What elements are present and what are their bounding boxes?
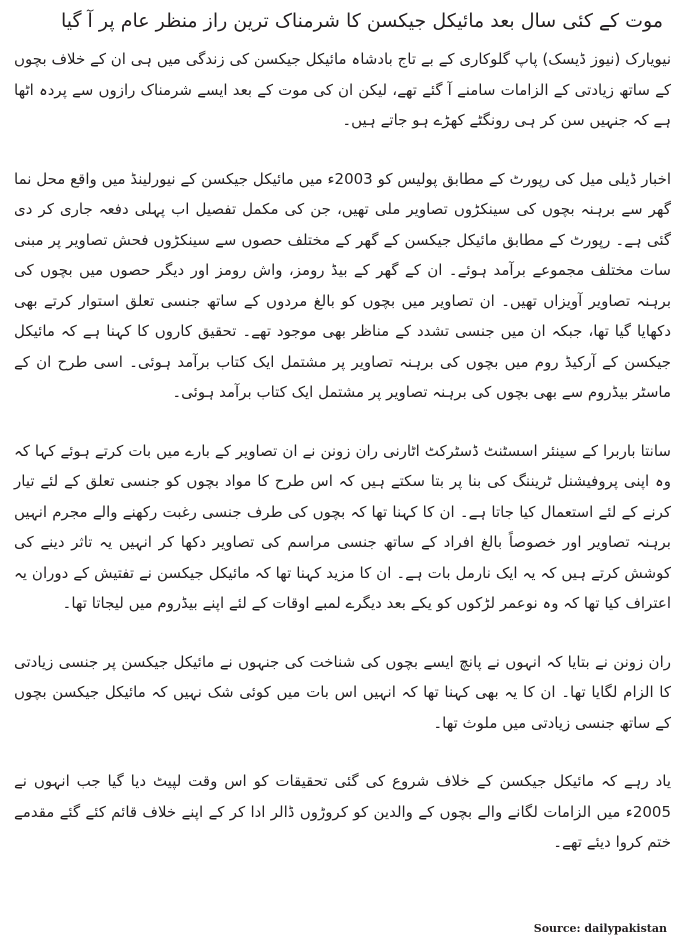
article-paragraph-5: یاد رہے کہ مائیکل جیکسن کے خلاف شروع کی گئی تحقیقات کو اس وقت لپیٹ دیا گیا جب انہوں نے 2005ء میں الزامات لگانے والے بچوں کے والدین کو کروڑوں ڈالر ادا کر کے اپنے خلاف قائم کئے گئے مقدمے ختم کروا دیئے تھے۔ [14, 772, 671, 851]
article-headline: موت کے کئی سال بعد مائیکل جیکسن کا شرمناک ترین راز منظر عام پر آ گیا [60, 10, 663, 32]
article-paragraph-2: اخبار ڈیلی میل کی رپورٹ کے مطابق پولیس کو 2003ء میں مائیکل جیکسن کے نیورلینڈ میں واقع محل نما گھر سے برہنہ بچوں کی سینکڑوں تصاویر ملی تھیں، جن کی مکمل تفصیل اب پہلی دفعہ جاری کر دی گئی ہے۔ رپورٹ کے مطابق مائیکل جیکسن کے گھر کے مختلف حصوں سے سینکڑوں فحش تصاویر پر مبنی سات مختلف مجموعے برآمد ہوئے۔ ان کے گھر کے بیڈ رومز، واش رومز اور دیگر حصوں میں بچوں کی برہنہ تصاویر آویزاں تھیں۔ ان تصاویر میں بچوں کو بالغ مردوں کے ساتھ جنسی تعلق استوار کرتے بھی دکھایا گیا تھا، جبکہ ان میں جنسی تشدد کے مناظر بھی موجود تھے۔ تحقیق کاروں کا کہنا ہے کہ مائیکل جیکسن کے آرکیڈ روم میں بچوں کی برہنہ تصاویر پر مشتمل ایک کتاب برآمد ہوئی۔ اسی طرح ان کے ماسٹر بیڈروم سے بھی بچوں کی برہنہ تصاویر پر مشتمل ایک کتاب برآمد ہوئی۔ [14, 169, 672, 401]
article-paragraph-1: نیویارک (نیوز ڈیسک) پاپ گلوکاری کے بے تاج بادشاہ مائیکل جیکسن کی زندگی میں ہی ان کے خلاف بچوں کے ساتھ زیادتی کے الزامات سامنے آ گئے تھے، لیکن ان کی موت کے بعد ایسے شرمناک رازوں سے پردہ اٹھا ہے کہ جنہیں سن کر ہی رونگٹے کھڑے ہو جاتے ہیں۔ [14, 50, 671, 129]
article-paragraph-3: سانتا باربرا کے سینئر اسسٹنٹ ڈسٹرکٹ اٹارنی ران زونن نے ان تصاویر کے بارے میں بات کرتے ہوئے کہا کہ وہ اپنی پروفیشنل ٹریننگ کی بنا پر بتا سکتے ہیں کہ اس طرح کا مواد بچوں کو جنسی تعلق کے لئے تیار کرنے کے لئے استعمال کیا جاتا ہے۔ ان کا کہنا تھا کہ بچوں کی طرف جنسی رغبت رکھنے والے مجرم انہیں برہنہ تصاویر اور خصوصاً بالغ افراد کے ساتھ جنسی مراسم کی تصاویر دکھا کر انہیں یہ تاثر دینے کی کوشش کرتے ہیں کہ یہ ایک نارمل بات ہے۔ ان کا مزید کہنا تھا کہ مائیکل جیکسن نے تفتیش کے دوران یہ اعتراف کیا تھا کہ وہ نوعمر لڑکوں کو یکے بعد دیگرے لمبے اوقات کے لئے اپنے بیڈروم میں لیجاتا تھا۔ [14, 441, 671, 612]
article-paragraph-4: ران زونن نے بتایا کہ انہوں نے پانچ ایسے بچوں کی شناخت کی جنہوں نے مائیکل جیکسن پر جنسی زیادتی کا الزام لگایا تھا۔ ان کا یہ بھی کہنا تھا کہ انہیں اس بات میں کوئی شک نہیں کہ مائیکل جیکسن بچوں کے ساتھ جنسی زیادتی میں ملوث تھا۔ [14, 652, 671, 732]
source-credit: Source: dailypakistan [533, 922, 667, 935]
